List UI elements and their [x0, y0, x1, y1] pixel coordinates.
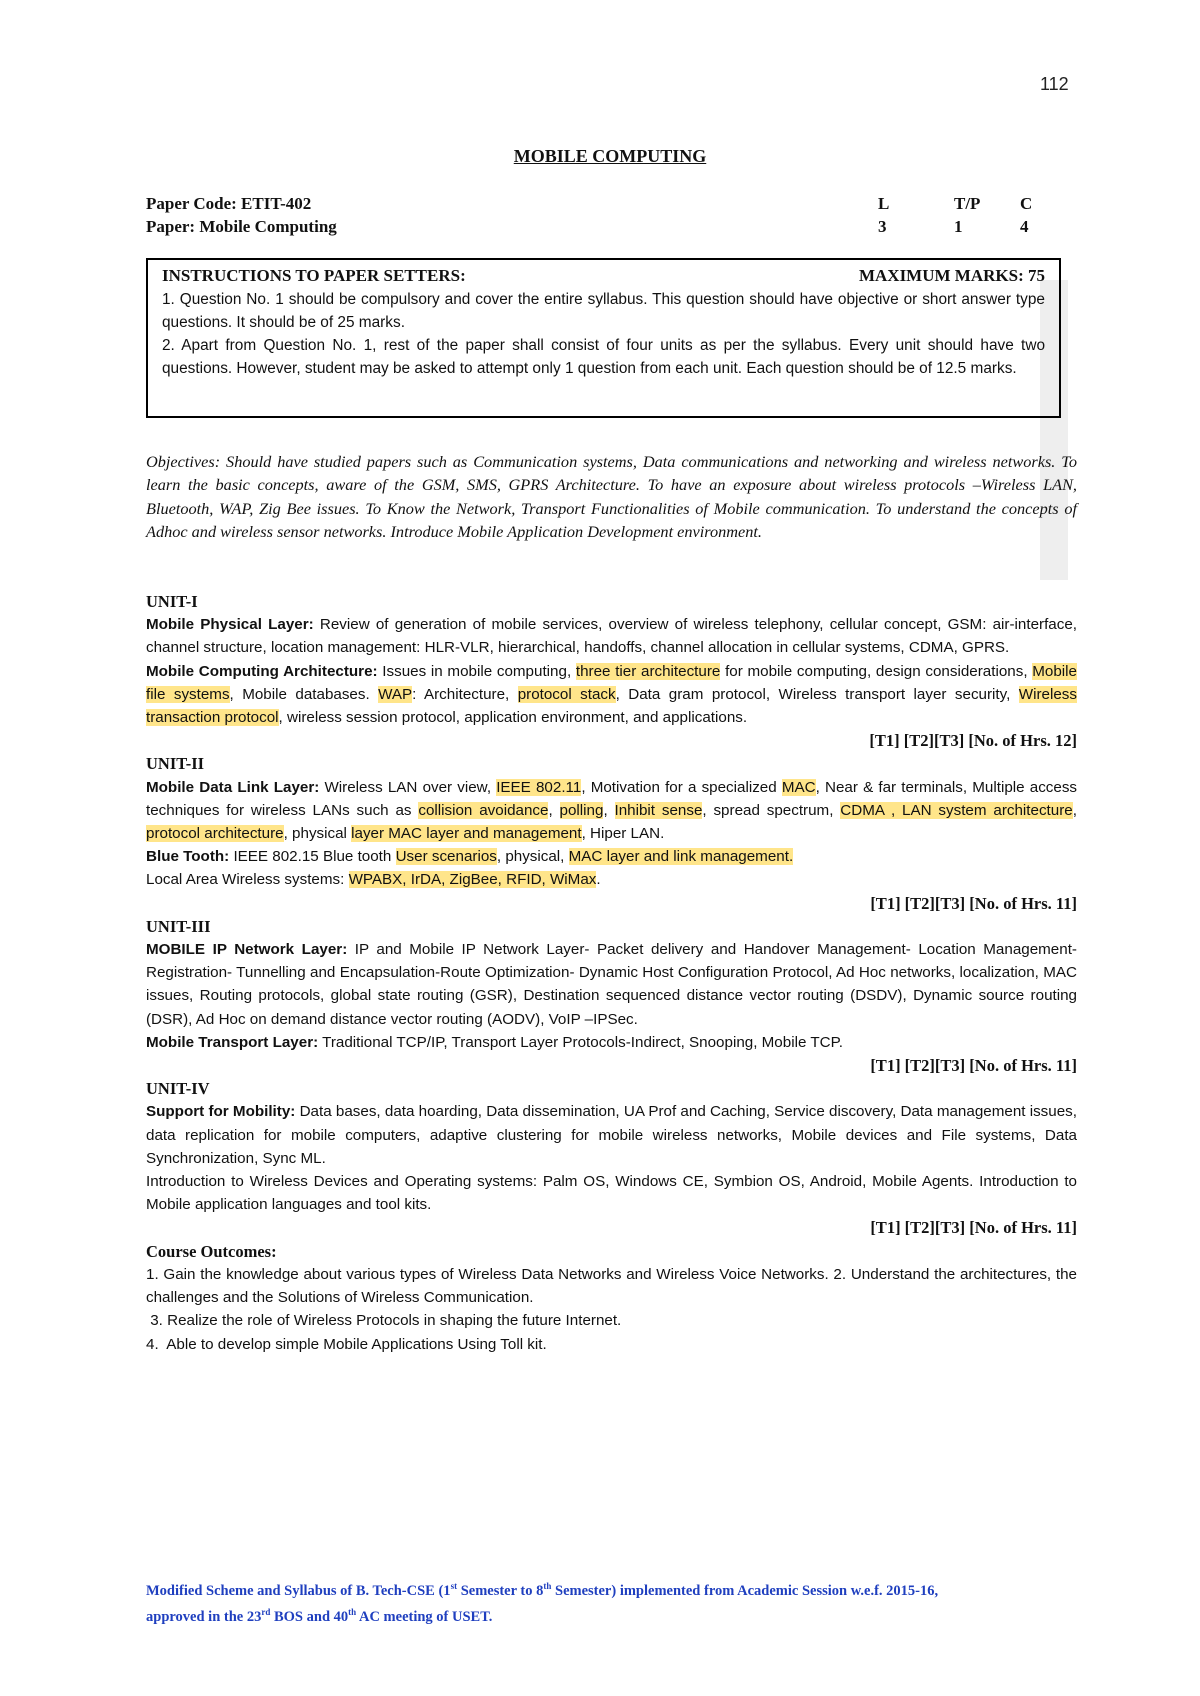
text-span: , Mobile databases. [229, 685, 379, 703]
text-span: . [596, 871, 601, 889]
text-span: , physical [283, 825, 352, 843]
text-span: , wireless session protocol, application environment, and applications. [278, 709, 748, 727]
unit-4-para-2: Introduction to Wireless Devices and Operating systems: Palm OS, Windows CE, Symbion OS, Android, Mobile Agents. Introduction to Mobile application languages and tool kits. [146, 1173, 1077, 1214]
instruction-2: 2. Apart from Question No. 1, rest of the paper shall consist of four units as per the syllabus. Every unit should have two questions. However, student may be asked to attempt only 1 question from each unit. Each question should be of 12.5 marks. [162, 337, 1045, 377]
highlight: three tier architecture [575, 662, 721, 680]
unit-2-para-3 [146, 868, 1077, 891]
unit-2-para-2 [146, 845, 1077, 868]
text-span: , [603, 801, 615, 819]
text-span: , Motivation for a specialized [581, 778, 782, 796]
text-span: Semester to 8 [457, 1582, 544, 1599]
unit-2-label-2: Blue Tooth: [146, 848, 230, 866]
unit-2-title: UNIT-II [146, 754, 205, 774]
text-span: Data bases, data hoarding, Data dissemination, UA Prof and Caching, Service discovery, Data management issues, data replication for mobile computers, adaptive clustering for mobile wireless networks, Mobile devices and File systems, Data Synchronization, Sync ML. [146, 1103, 1077, 1167]
highlight: MAC layer and link management. [568, 848, 794, 866]
highlight: Mobile file systems [146, 662, 1078, 703]
highlight: layer MAC layer and management [351, 825, 582, 843]
text-span: , Hiper LAN. [581, 825, 665, 843]
text-span: , [548, 801, 560, 819]
highlight: protocol stack [517, 685, 616, 703]
credit-value-c: 4 [1020, 217, 1029, 236]
page-number: 112 [1040, 74, 1069, 94]
superscript: th [348, 1606, 357, 1617]
highlight: collision avoidance [418, 801, 549, 819]
highlight: IEEE 802.11 [496, 778, 582, 796]
credit-value-tp: 1 [954, 217, 963, 236]
credit-header-l: L [878, 194, 890, 213]
text-span: for mobile computing, design considerations, [720, 662, 1033, 680]
syllabus-body [146, 590, 1077, 1356]
text-span: Issues in mobile computing, [377, 662, 576, 680]
unit-2-label-1: Mobile Data Link Layer: [146, 778, 320, 796]
highlight: MAC [781, 778, 816, 796]
highlight: Wireless transaction protocol [146, 685, 1077, 727]
footer-note [146, 1576, 1086, 1628]
unit-3-para-1 [146, 938, 1077, 1031]
text-span: Local Area Wireless systems: [146, 871, 349, 889]
outcome-4: 4. Able to develop simple Mobile Applications Using Toll kit. [146, 1335, 547, 1353]
text-span: Semester) implemented from Academic Session w.e.f. 2015-16, [551, 1582, 939, 1599]
superscript: st [450, 1581, 458, 1591]
page-title: MOBILE COMPUTING [513, 146, 707, 166]
unit-1-title: UNIT-I [146, 592, 198, 611]
footer-line-2 [146, 1602, 1086, 1628]
text-span: , Near & far terminals, Multiple access techniques for wireless LANs such as [146, 778, 1078, 819]
text-span: IEEE 802.15 Blue tooth [229, 848, 396, 866]
superscript: th [543, 1581, 552, 1591]
text-span: Wireless LAN over view, [319, 778, 497, 796]
text-span: IP and Mobile IP Network Layer- Packet delivery and Handover Management- Location Management- Registration- Tunnelling and Encapsulation-Route Optimization- Dynamic Host Configuration Protocol, Ad Hoc networks, localization, MAC issues, Routing protocols, global state routing (GSR), Destination sequenced distance vector routing (DSDV), Dynamic source routing (DSR), Ad Hoc on demand distance vector routing (AODV), VoIP –IPSec. [146, 941, 1077, 1028]
highlight: polling [559, 801, 604, 819]
highlight: User scenarios [395, 848, 497, 866]
text-span: , physical, [496, 848, 569, 866]
text-span: , Data gram protocol, Wireless transport layer security, [615, 685, 1019, 703]
text-span: : Architecture, [412, 685, 518, 703]
text-span: AC meeting of USET. [356, 1608, 493, 1625]
highlight: Inhibit sense [614, 801, 703, 819]
text-span: BOS and 40 [270, 1608, 349, 1625]
unit-3-title: UNIT-III [146, 916, 211, 936]
unit-4-para-1 [146, 1100, 1077, 1170]
superscript: rd [261, 1606, 271, 1617]
paper-name: Paper: Mobile Computing [146, 217, 337, 236]
unit-3-references: [T1] [T2][T3] [No. of Hrs. 11] [870, 1056, 1077, 1076]
unit-4-title: UNIT-IV [146, 1079, 210, 1099]
max-marks: MAXIMUM MARKS: 75 [858, 266, 1045, 285]
highlight: WAP [378, 685, 413, 703]
highlight: WPABX, IrDA, ZigBee, RFID, WiMax [348, 871, 597, 889]
unit-2-references: [T1] [T2][T3] [No. of Hrs. 11] [870, 893, 1077, 913]
unit-1-text-1: Review of generation of mobile services, overview of wireless telephony, cellular concept, GSM: air-interface, channel structure, location management: HLR-VLR, hierarchical, handoffs, channel allocation in cellular systems, CDMA, GPRS. [146, 616, 1078, 657]
objectives-paragraph: Objectives: Should have studied papers such as Communication systems, Data communications and networking and wireless networks. To learn the basic concepts, aware of the GSM, SMS, GPRS Architecture. To have an exposure about wireless protocols –Wireless LAN, Bluetooth, WAP, Zig Bee issues. To Know the Network, Transport Functionalities of Mobile communication. To understand the concepts of Adhoc and wireless sensor networks. Introduce Mobile Application Development environment. [146, 452, 1077, 542]
highlight: protocol architecture [146, 825, 284, 843]
unit-1-label-2: Mobile Computing Architecture: [146, 662, 378, 680]
unit-1-references: [T1] [T2][T3] [No. of Hrs. 12] [869, 731, 1077, 751]
unit-1-para-1 [146, 613, 1077, 659]
unit-4-label-1: Support for Mobility: [146, 1103, 296, 1121]
unit-4-references: [T1] [T2][T3] [No. of Hrs. 11] [870, 1218, 1077, 1238]
unit-1-para-2 [146, 660, 1077, 730]
outcomes-title: Course Outcomes: [146, 1241, 277, 1261]
text-span: Traditional TCP/IP, Transport Layer Protocols-Indirect, Snooping, Mobile TCP. [318, 1033, 843, 1051]
footer-line-1 [146, 1576, 1086, 1602]
unit-3-label-2: Mobile Transport Layer: [146, 1033, 319, 1051]
paper-code: Paper Code: ETIT-402 [146, 194, 312, 213]
text-span: approved in the 23 [146, 1608, 262, 1625]
instructions-header [162, 266, 1045, 286]
unit-3-label-1: MOBILE IP Network Layer: [146, 941, 348, 959]
instructions-heading: INSTRUCTIONS TO PAPER SETTERS: [162, 266, 466, 285]
outcome-3: 3. Realize the role of Wireless Protocols in shaping the future Internet. [146, 1312, 622, 1330]
credit-header-tp: T/P [954, 194, 981, 213]
text-span: , spread spectrum, [702, 801, 841, 819]
instruction-1: 1. Question No. 1 should be compulsory and cover the entire syllabus. This question should have objective or short answer type questions. It should be of 25 marks. [162, 291, 1045, 331]
unit-3-para-2 [146, 1031, 1077, 1054]
instructions-box [146, 258, 1061, 418]
text-span: Modified Scheme and Syllabus of B. Tech-CSE (1 [146, 1582, 451, 1599]
text-span: , [1072, 801, 1077, 819]
highlight: CDMA , LAN system architecture [840, 801, 1073, 819]
outcome-1: 1. Gain the knowledge about various types of Wireless Data Networks and Wireless Voice Networks. 2. Understand the architectures, the challenges and the Solutions of Wireless Communication. [146, 1265, 1077, 1307]
credit-header-c: C [1020, 194, 1033, 213]
unit-1-label-1: Mobile Physical Layer: [146, 616, 314, 634]
unit-2-para-1 [146, 776, 1077, 846]
credit-value-l: 3 [878, 217, 887, 236]
